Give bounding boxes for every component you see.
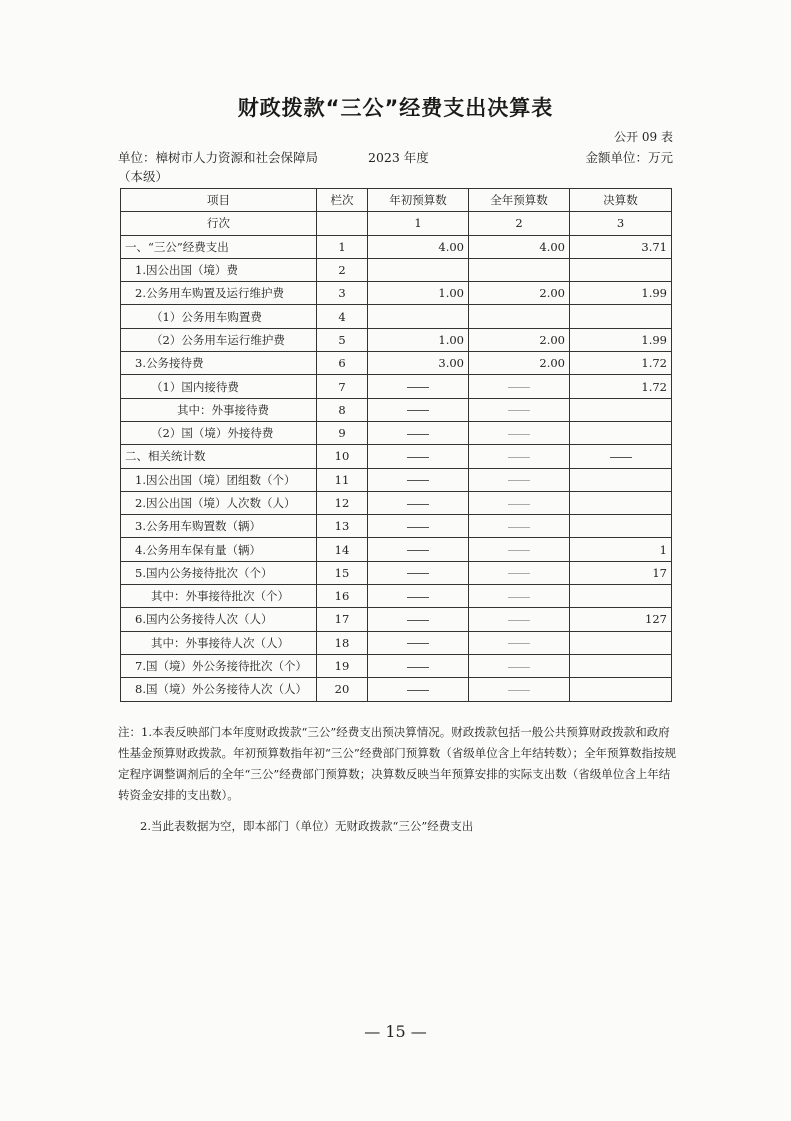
not-applicable-dash (368, 468, 469, 491)
row-item: 其中：外事接待人次（人） (121, 631, 317, 654)
dash-mark (508, 597, 530, 598)
dash-mark (508, 667, 530, 668)
row-line-number: 1 (317, 235, 368, 258)
dash-mark (508, 690, 530, 691)
header-item: 项目 (121, 189, 317, 212)
row-line-number: 2 (317, 258, 368, 281)
not-applicable-dash (469, 515, 570, 538)
row-value: 4.00 (469, 235, 570, 258)
row-value (570, 678, 672, 701)
table-row (121, 445, 672, 468)
not-applicable-dash (469, 375, 570, 398)
fiscal-year: 2023 年度 (368, 150, 429, 165)
dash-mark (508, 550, 530, 551)
row-line-number: 10 (317, 445, 368, 468)
row-value: 2.00 (469, 282, 570, 305)
table-row (121, 235, 672, 258)
row-item: 5.国内公务接待批次（个） (121, 561, 317, 584)
dash-mark (508, 434, 530, 435)
row-line-number: 15 (317, 561, 368, 584)
not-applicable-dash (368, 398, 469, 421)
dash-mark (407, 690, 429, 691)
index-row-cell: 2 (469, 212, 570, 235)
not-applicable-dash (570, 445, 672, 468)
row-value (570, 631, 672, 654)
row-item: 4.公务用车保有量（辆） (121, 538, 317, 561)
table-row (121, 515, 672, 538)
row-item: 1.因公出国（境）费 (121, 258, 317, 281)
table-row (121, 305, 672, 328)
row-value: 3.71 (570, 235, 672, 258)
row-item: 2.因公出国（境）人次数（人） (121, 491, 317, 514)
expenditure-table (120, 188, 672, 702)
row-item: 其中：外事接待批次（个） (121, 585, 317, 608)
dash-mark (407, 504, 429, 505)
row-item: 2.公务用车购置及运行维护费 (121, 282, 317, 305)
row-value (570, 491, 672, 514)
row-line-number: 7 (317, 375, 368, 398)
row-value: 1.00 (368, 282, 469, 305)
note-1: 注：1.本表反映部门本年度财政拨款“三公”经费支出预决算情况。财政拨款包括一般公共预算财政拨款和政府性基金预算财政拨款。年初预算数指年初“三公”经费部门预算数（省级单位含上年结转数）；全年预算数指按规定程序调整调剂后的全年“三公”经费部门预算数；决算数反映当年预算安排的实际支出数（省级单位含上年结转资金安排的支出数）。 (118, 725, 677, 802)
dash-mark (407, 527, 429, 528)
row-line-number: 13 (317, 515, 368, 538)
not-applicable-dash (469, 398, 570, 421)
not-applicable-dash (368, 585, 469, 608)
header-column-no: 栏次 (317, 189, 368, 212)
document-title: 财政拨款“三公”经费支出决算表 (237, 96, 554, 120)
not-applicable-dash (368, 538, 469, 561)
not-applicable-dash (469, 608, 570, 631)
index-row-cell: 3 (570, 212, 672, 235)
table-row (121, 375, 672, 398)
table-row (121, 352, 672, 375)
not-applicable-dash (469, 631, 570, 654)
table-header-row (121, 189, 672, 212)
row-line-number: 4 (317, 305, 368, 328)
index-row-cell (317, 212, 368, 235)
row-value (368, 258, 469, 281)
row-value: 17 (570, 561, 672, 584)
dash-mark (407, 667, 429, 668)
not-applicable-dash (469, 445, 570, 468)
table-row (121, 282, 672, 305)
row-value (570, 515, 672, 538)
row-line-number: 16 (317, 585, 368, 608)
row-item: 其中：外事接待费 (121, 398, 317, 421)
row-item: 一、“三公”经费支出 (121, 235, 317, 258)
not-applicable-dash (469, 678, 570, 701)
dash-mark (610, 457, 632, 458)
dash-mark (407, 597, 429, 598)
row-value (570, 468, 672, 491)
row-line-number: 5 (317, 328, 368, 351)
not-applicable-dash (469, 585, 570, 608)
not-applicable-dash (368, 608, 469, 631)
row-item: 二、相关统计数 (121, 445, 317, 468)
table-row (121, 421, 672, 444)
table-row (121, 328, 672, 351)
row-item: （1）国内接待费 (121, 375, 317, 398)
row-value: 2.00 (469, 328, 570, 351)
reporting-unit: 单位：樟树市人力资源和社会保障局（本级） (118, 150, 319, 184)
table-row (121, 491, 672, 514)
row-item: 1.因公出国（境）团组数（个） (121, 468, 317, 491)
not-applicable-dash (469, 491, 570, 514)
row-line-number: 20 (317, 678, 368, 701)
row-line-number: 18 (317, 631, 368, 654)
dash-mark (407, 434, 429, 435)
form-number: 公开 09 表 (614, 130, 673, 144)
dash-mark (508, 643, 530, 644)
currency-unit: 金额单位：万元 (585, 150, 673, 165)
row-value: 1.00 (368, 328, 469, 351)
row-value (570, 398, 672, 421)
not-applicable-dash (368, 375, 469, 398)
row-value (570, 305, 672, 328)
not-applicable-dash (469, 468, 570, 491)
row-value (570, 258, 672, 281)
row-value: 1.99 (570, 328, 672, 351)
table-index-row (121, 212, 672, 235)
not-applicable-dash (368, 445, 469, 468)
table-row (121, 468, 672, 491)
row-value (570, 421, 672, 444)
dash-mark (508, 504, 530, 505)
row-value: 127 (570, 608, 672, 631)
dash-mark (407, 410, 429, 411)
dash-mark (407, 620, 429, 621)
index-row-label: 行次 (121, 212, 317, 235)
row-value: 1.72 (570, 352, 672, 375)
row-value: 2.00 (469, 352, 570, 375)
not-applicable-dash (368, 631, 469, 654)
not-applicable-dash (469, 654, 570, 677)
table-row (121, 631, 672, 654)
table-row (121, 398, 672, 421)
row-value: 4.00 (368, 235, 469, 258)
row-line-number: 12 (317, 491, 368, 514)
header-annual-budget: 全年预算数 (469, 189, 570, 212)
row-value (469, 258, 570, 281)
table-row (121, 258, 672, 281)
row-line-number: 9 (317, 421, 368, 444)
index-row-cell: 1 (368, 212, 469, 235)
dash-mark (407, 573, 429, 574)
dash-mark (508, 480, 530, 481)
row-value (570, 654, 672, 677)
table-row (121, 678, 672, 701)
row-line-number: 8 (317, 398, 368, 421)
row-line-number: 19 (317, 654, 368, 677)
not-applicable-dash (368, 491, 469, 514)
row-item: 3.公务用车购置数（辆） (121, 515, 317, 538)
row-value: 1 (570, 538, 672, 561)
not-applicable-dash (469, 538, 570, 561)
note-2: 2.当此表数据为空，即本部门（单位）无财政拨款“三公”经费支出 (140, 819, 474, 833)
dash-mark (407, 550, 429, 551)
row-value (368, 305, 469, 328)
row-value: 3.00 (368, 352, 469, 375)
row-line-number: 6 (317, 352, 368, 375)
row-item: （1）公务用车购置费 (121, 305, 317, 328)
notes (118, 722, 678, 837)
dash-mark (508, 410, 530, 411)
row-value: 1.99 (570, 282, 672, 305)
dash-mark (508, 527, 530, 528)
dash-mark (508, 620, 530, 621)
table-row (121, 561, 672, 584)
not-applicable-dash (368, 421, 469, 444)
not-applicable-dash (469, 421, 570, 444)
row-line-number: 3 (317, 282, 368, 305)
table-row (121, 538, 672, 561)
page-number: — 15 — (364, 1022, 427, 1041)
header-initial-budget: 年初预算数 (368, 189, 469, 212)
row-value (570, 585, 672, 608)
not-applicable-dash (368, 515, 469, 538)
not-applicable-dash (368, 654, 469, 677)
row-item: 6.国内公务接待人次（人） (121, 608, 317, 631)
row-line-number: 17 (317, 608, 368, 631)
row-value: 1.72 (570, 375, 672, 398)
not-applicable-dash (368, 561, 469, 584)
row-item: 3.公务接待费 (121, 352, 317, 375)
table-body (121, 235, 672, 701)
dash-mark (508, 573, 530, 574)
row-item: （2）国（境）外接待费 (121, 421, 317, 444)
dash-mark (407, 457, 429, 458)
header-final-account: 决算数 (570, 189, 672, 212)
row-item: 7.国（境）外公务接待批次（个） (121, 654, 317, 677)
table-row (121, 654, 672, 677)
row-line-number: 14 (317, 538, 368, 561)
dash-mark (407, 387, 429, 388)
dash-mark (407, 480, 429, 481)
not-applicable-dash (368, 678, 469, 701)
row-value (469, 305, 570, 328)
dash-mark (407, 643, 429, 644)
dash-mark (508, 457, 530, 458)
row-item: 8.国（境）外公务接待人次（人） (121, 678, 317, 701)
table-row (121, 608, 672, 631)
row-item: （2）公务用车运行维护费 (121, 328, 317, 351)
row-line-number: 11 (317, 468, 368, 491)
not-applicable-dash (469, 561, 570, 584)
table-row (121, 585, 672, 608)
dash-mark (508, 387, 530, 388)
